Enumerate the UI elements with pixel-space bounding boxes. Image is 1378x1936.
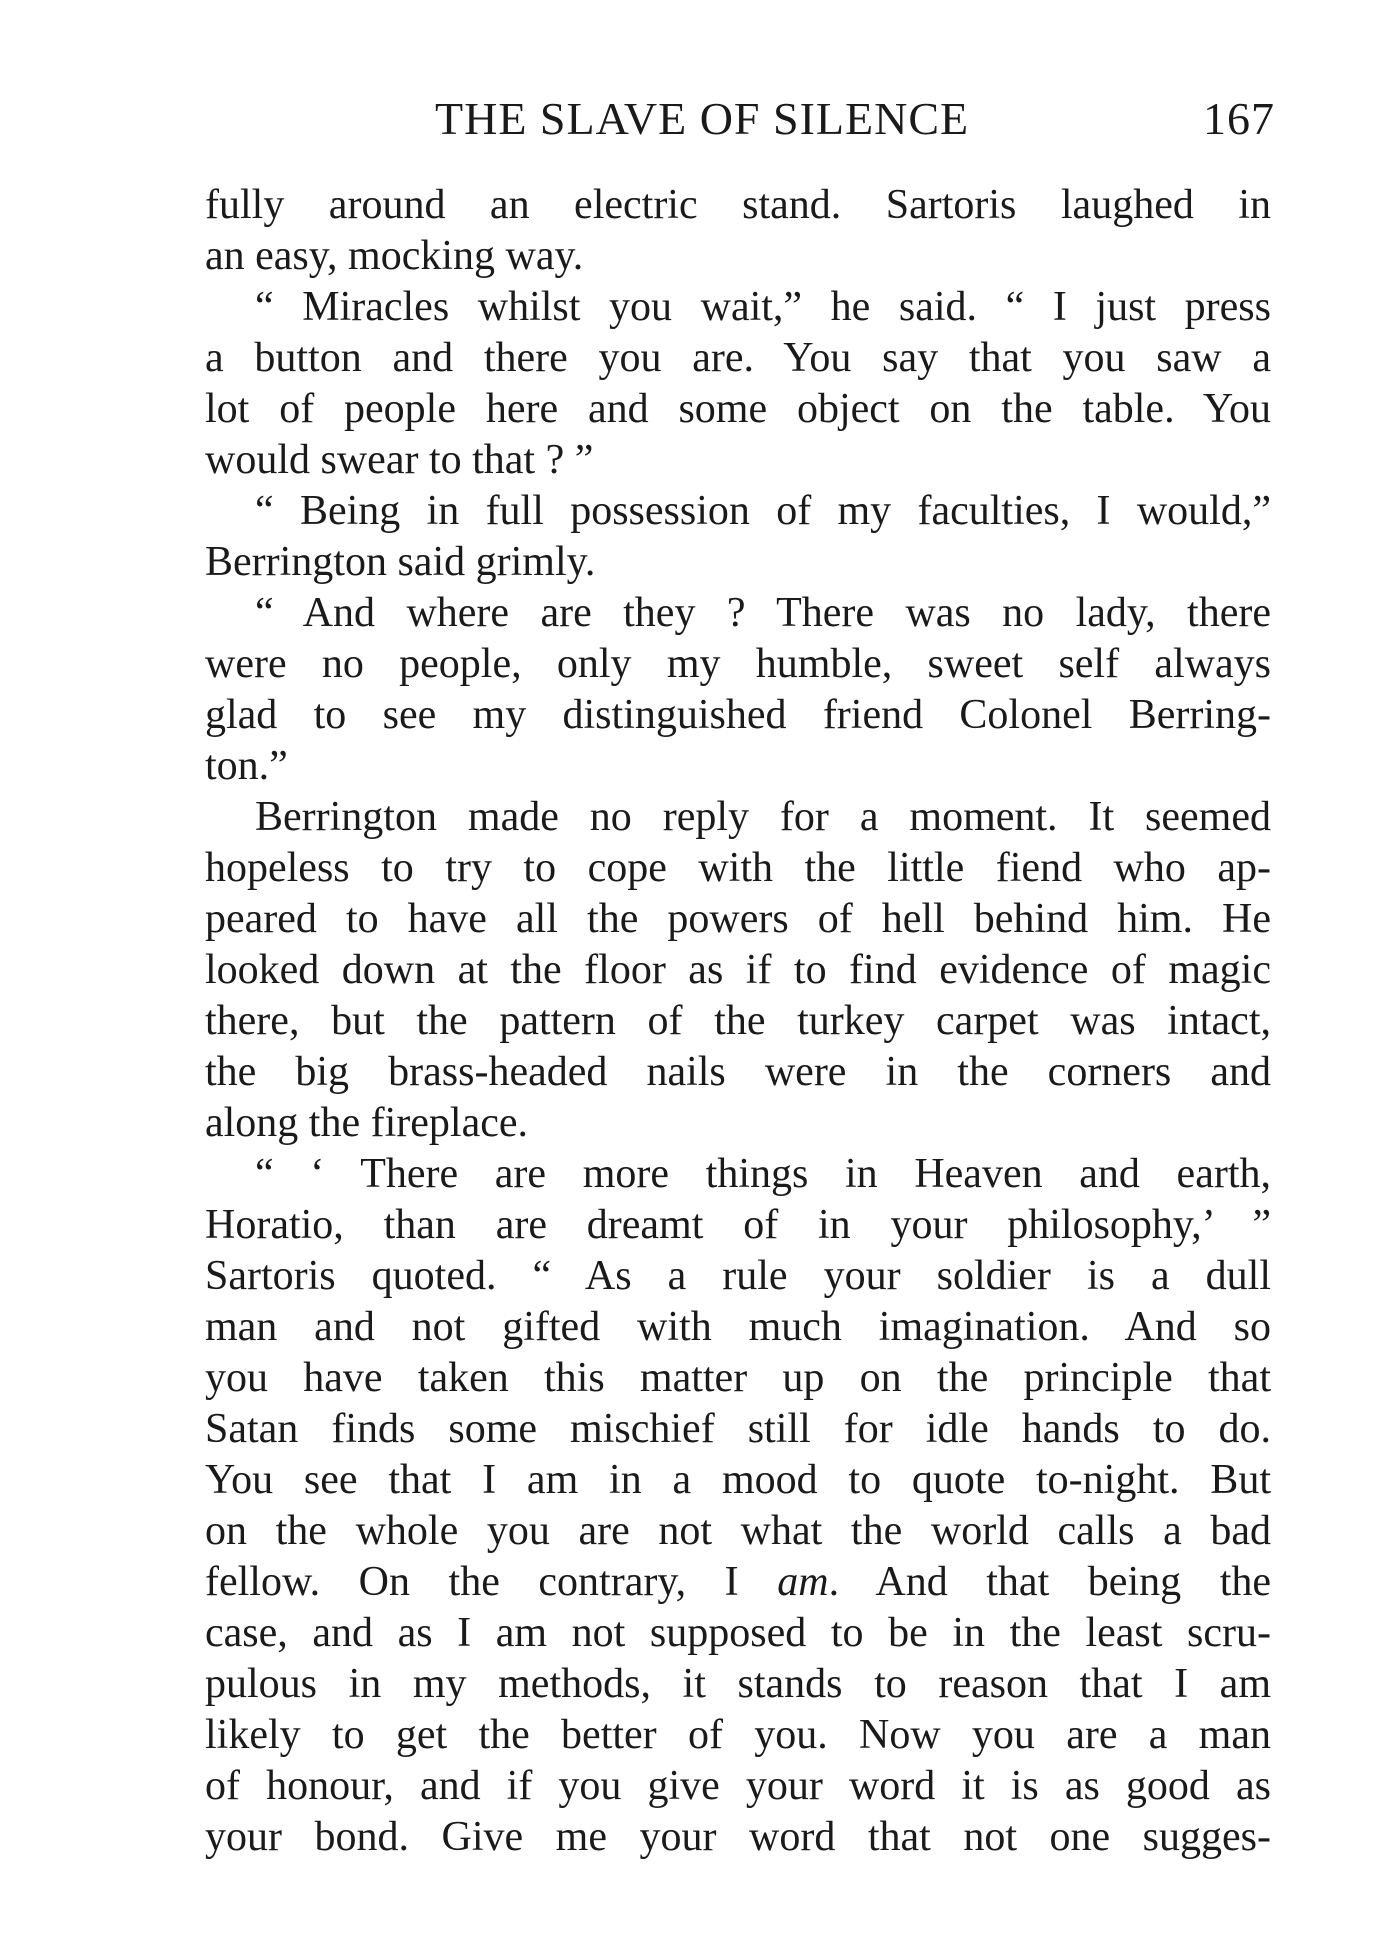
text-line: Sartoris quoted. “ As a rule your soldier is a dull bbox=[205, 1253, 1271, 1299]
text-line: “ And where are they ? There was no lady, there bbox=[255, 590, 1271, 636]
text-line: on the whole you are not what the world calls a bad bbox=[205, 1508, 1271, 1554]
body-text bbox=[205, 180, 1271, 1863]
text-line: glad to see my distinguished friend Colonel Berring- bbox=[205, 692, 1271, 738]
text-line: hopeless to try to cope with the little fiend who ap- bbox=[205, 845, 1271, 891]
text-line: “ Being in full possession of my faculties, I would,” bbox=[255, 488, 1271, 534]
text-line: Berrington said grimly. bbox=[205, 539, 596, 585]
text-line: would swear to that ? ” bbox=[205, 437, 594, 483]
text-line: man and not gifted with much imagination. And so bbox=[205, 1304, 1271, 1350]
text-line: Horatio, than are dreamt of in your philosophy,’ ” bbox=[205, 1202, 1271, 1248]
text-line: peared to have all the powers of hell behind him. He bbox=[205, 896, 1271, 942]
text-line: of honour, and if you give your word it is as good as bbox=[205, 1763, 1271, 1809]
text-line: case, and as I am not supposed to be in the least scru- bbox=[205, 1610, 1271, 1656]
italic-emphasis: am bbox=[777, 1559, 829, 1605]
text-line: looked down at the floor as if to find evidence of magic bbox=[205, 947, 1271, 993]
text-line: fully around an electric stand. Sartoris laughed in bbox=[205, 182, 1271, 228]
text-line: the big brass-headed nails were in the corners and bbox=[205, 1049, 1271, 1095]
text-line: likely to get the better of you. Now you are a man bbox=[205, 1712, 1271, 1758]
text-line: along the fireplace. bbox=[205, 1100, 528, 1146]
text-line: a button and there you are. You say that you saw a bbox=[205, 335, 1271, 381]
text-line: there, but the pattern of the turkey carpet was intact, bbox=[205, 998, 1271, 1044]
text-line: were no people, only my humble, sweet self always bbox=[205, 641, 1271, 687]
page-number: 167 bbox=[1203, 93, 1275, 144]
text-line: lot of people here and some object on the table. You bbox=[205, 386, 1271, 432]
text-line: pulous in my methods, it stands to reason that I am bbox=[205, 1661, 1271, 1707]
text-line: “ ‘ There are more things in Heaven and earth, bbox=[255, 1151, 1271, 1197]
page-header bbox=[205, 92, 1275, 152]
text-line: ton.” bbox=[205, 743, 288, 789]
text-line: you have taken this matter up on the principle that bbox=[205, 1355, 1271, 1401]
text-line: You see that I am in a mood to quote to-night. But bbox=[205, 1457, 1271, 1503]
text-line: “ Miracles whilst you wait,” he said. “ I just press bbox=[255, 284, 1271, 330]
text-line: your bond. Give me your word that not one sugges- bbox=[205, 1814, 1271, 1860]
text-line: Berrington made no reply for a moment. It seemed bbox=[255, 794, 1271, 840]
text-line: an easy, mocking way. bbox=[205, 233, 584, 279]
text-line: fellow. On the contrary, I am. And that being the bbox=[205, 1559, 1271, 1605]
text-line: Satan finds some mischief still for idle hands to do. bbox=[205, 1406, 1271, 1452]
running-title: THE SLAVE OF SILENCE bbox=[435, 93, 970, 144]
